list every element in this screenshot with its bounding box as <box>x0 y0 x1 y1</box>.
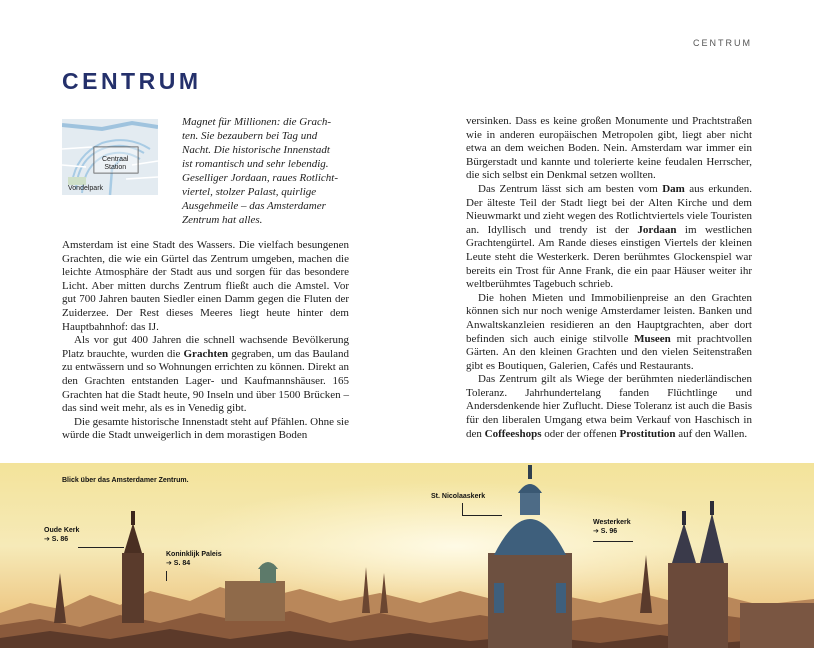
page-reference[interactable]: ➔ S. 86 <box>44 536 69 543</box>
locator-map <box>62 119 158 195</box>
page-reference[interactable]: ➔ S. 84 <box>166 560 191 567</box>
paragraph: versinken. Dass es keine großen Monumente und Prachtstraßen wie in anderen europäischen Metropolen gibt, liegt aber nicht etwa an dem weichen Boden. Nein. Amsterdam war immer ein Bürgerstadt und kannte und tolerierte keine feudalen Herrscher, die sich selbst ein Denkmal setzen wollten. <box>466 115 752 182</box>
label-st-nicolaaskerk: St. Nicolaaskerk <box>431 493 486 500</box>
paragraph: Die gesamte historische Innenstadt steht auf Pfählen. Ohne sie würde die Stadt unweigerlich in dem morastigen Boden <box>62 415 349 442</box>
intro-line: Zentrum hat alles. <box>182 214 263 226</box>
keyword: Coffeeshops <box>484 427 542 440</box>
label-koninklijk-paleis: Koninklijk Paleis ➔ S. 84 <box>166 551 222 567</box>
paragraph: Als vor gut 400 Jahren die schnell wachsende Bevölkerung Platz brauchte, wurden die Grachten gegraben, um das Bauland zu entwässern und so Wohnungen errichten zu können. Direkt an den Grachten entstanden Lager- und Kaufmannshäuser. 165 Grachten hat die Stadt heute, 90 Inseln und über 1500 Brücken – das sind weit mehr, als es in Venedig gibt. <box>62 334 349 415</box>
skyline-photo <box>0 463 814 648</box>
running-head: CENTRUM <box>693 38 752 48</box>
intro-line: ist romantisch und sehr lebendig. <box>182 158 329 170</box>
leader-line <box>78 547 124 548</box>
label-westerkerk: Westerkerk ➔ S. 96 <box>593 519 631 535</box>
intro-line: Magnet für Millionen: die Grach- <box>182 116 332 128</box>
keyword: Grachten <box>183 347 229 360</box>
leader-line <box>593 541 633 542</box>
paragraph: Amsterdam ist eine Stadt des Wassers. Die vielfach besungenen Grachten, die wie ein Gürtel das Zentrum umgeben, machen die leichte Atmosphäre der Stadt aus und sorgen für das besondere Licht. Aber mitten durchs Zentrum fließt auch die Amstel. Vor gut 700 Jahren bauten Siedler einen Damm gegen die Fluten der Zuiderzee. Der Rest dieses Meeres liegt heute hinter dem Hauptbahnhof: das IJ. <box>62 239 349 333</box>
intro-line: ten. Sie bezaubern bei Tag und <box>182 130 318 142</box>
map-label-centraal: Centraal Station <box>102 156 129 171</box>
intro-line: Geselliger Jordaan, raues Rotlicht- <box>182 172 339 184</box>
skyline-graphic <box>0 463 814 648</box>
keyword: Dam <box>662 182 685 195</box>
leader-line <box>462 515 502 516</box>
paragraph: Das Zentrum gilt als Wiege der berühmten niederländischen Toleranz. Jahrhundertelang fanden Flüchtlinge und Andersdenkende hier Zuflucht. Diese Toleranz ist auch die Basis für den liberalen Umgang etwa beim Verkauf von Haschisch in den Coffeeshops oder der offenen Prostitution auf den Wallen. <box>466 373 752 440</box>
keyword: Jordaan <box>637 223 677 236</box>
intro-teaser <box>182 115 350 227</box>
keyword: Prostitution <box>619 427 676 440</box>
page-title: CENTRUM <box>62 68 202 94</box>
photo-caption: Blick über das Amsterdamer Zentrum. <box>62 477 189 484</box>
leader-line <box>166 571 167 581</box>
leader-line <box>462 503 463 515</box>
map-label-vondelpark: Vondelpark <box>68 185 104 192</box>
label-oude-kerk: Oude Kerk ➔ S. 86 <box>44 527 80 543</box>
body-column-right <box>466 115 752 441</box>
intro-line: Ausgehmeile – das Amsterdamer <box>182 200 326 212</box>
paragraph: Die hohen Mieten und Immobilienpreise an den Grachten können sich nur noch wenige Amsterdamer leisten. Banken und Anwaltskanzleien residieren an den Hauptgrachten, aber dort befinden sich auch einige stilvolle Museen mit prachtvollen Gärten. An den kleinen Grachten und den vielen Seitenstraßen gibt es Boutiquen, Galerien, Cafés und Restaurants. <box>466 291 752 372</box>
intro-line: viertel, stolzer Palast, quirlige <box>182 186 317 198</box>
page-reference[interactable]: ➔ S. 96 <box>593 528 618 535</box>
body-column-left <box>62 239 349 443</box>
paragraph: Das Zentrum lässt sich am besten vom Dam aus erkunden. Der älteste Teil der Stadt liegt bei der Alten Kirche und dem Nieuwmarkt und zieht wegen des Rotlichtviertels viele Touristen an. Idyllisch und trendy ist der Jordaan im westlichen Grachtengürtel. Am Rande dieses einstigen Viertels der kleinen Leute steht die Westerkerk. Deren berühmtes Glockenspiel war bereits ein Trost für Anne Frank, die ein paar Häuser weiter ihr weltberühmtes Tagebuch schrieb. <box>466 182 753 291</box>
intro-line: Nacht. Die historische Innenstadt <box>182 144 330 156</box>
keyword: Museen <box>634 332 671 345</box>
